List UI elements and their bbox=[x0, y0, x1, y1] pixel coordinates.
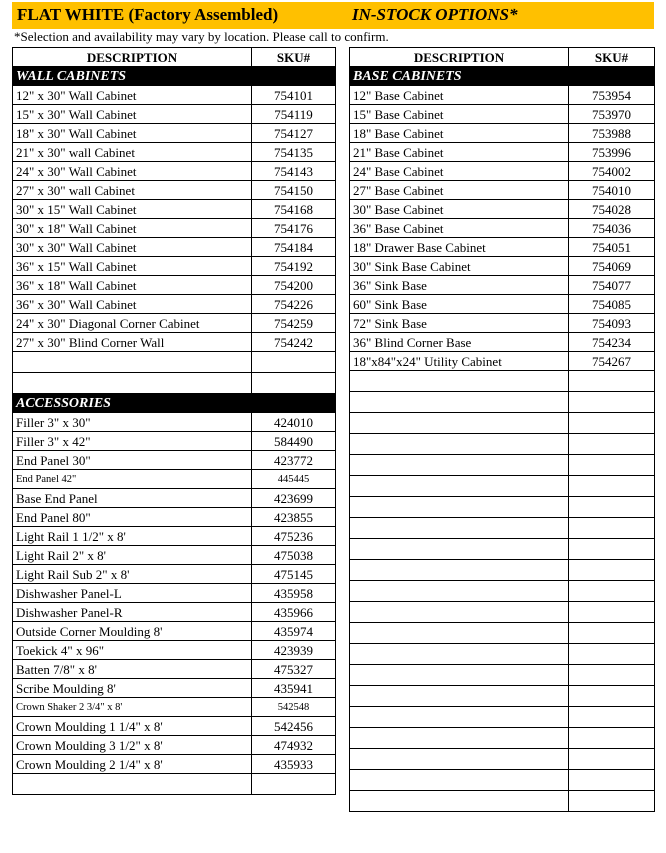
table-row bbox=[13, 276, 336, 295]
item-description: 36" x 15" Wall Cabinet bbox=[13, 257, 252, 276]
item-sku: 753954 bbox=[569, 86, 655, 105]
table-row bbox=[350, 295, 655, 314]
item-description: Filler 3" x 30" bbox=[13, 413, 252, 432]
empty-cell bbox=[569, 497, 655, 518]
item-description: 18" Base Cabinet bbox=[350, 124, 569, 143]
item-sku: 754093 bbox=[569, 314, 655, 333]
empty-row bbox=[350, 644, 655, 665]
empty-row bbox=[350, 749, 655, 770]
table-row bbox=[13, 584, 336, 603]
item-sku: 754143 bbox=[252, 162, 336, 181]
empty-cell bbox=[252, 352, 336, 373]
item-sku: 754036 bbox=[569, 219, 655, 238]
empty-cell bbox=[569, 518, 655, 539]
wall-cabinets-section bbox=[13, 67, 336, 86]
item-description: 36" x 30" Wall Cabinet bbox=[13, 295, 252, 314]
item-sku: 475236 bbox=[252, 527, 336, 546]
item-description: Base End Panel bbox=[13, 489, 252, 508]
empty-row bbox=[350, 434, 655, 455]
item-description: 18" Drawer Base Cabinet bbox=[350, 238, 569, 257]
item-sku: 435941 bbox=[252, 679, 336, 698]
table-row bbox=[350, 257, 655, 276]
item-sku: 754101 bbox=[252, 86, 336, 105]
item-sku: 435966 bbox=[252, 603, 336, 622]
empty-row bbox=[350, 455, 655, 476]
table-row bbox=[13, 257, 336, 276]
sku-header: SKU# bbox=[569, 48, 655, 67]
empty-cell bbox=[350, 560, 569, 581]
empty-row bbox=[350, 770, 655, 791]
table-row bbox=[350, 143, 655, 162]
item-description: End Panel 30" bbox=[13, 451, 252, 470]
item-description: 18" x 30" Wall Cabinet bbox=[13, 124, 252, 143]
availability-note: *Selection and availability may vary by location. Please call to confirm. bbox=[14, 29, 389, 44]
item-sku: 753988 bbox=[569, 124, 655, 143]
empty-cell bbox=[350, 434, 569, 455]
empty-cell bbox=[13, 774, 252, 795]
right-table bbox=[349, 47, 655, 812]
left-table bbox=[12, 47, 336, 795]
item-description: End Panel 42" bbox=[13, 470, 252, 489]
empty-row bbox=[350, 518, 655, 539]
item-description: 12" Base Cabinet bbox=[350, 86, 569, 105]
item-description: Batten 7/8" x 8' bbox=[13, 660, 252, 679]
item-sku: 754119 bbox=[252, 105, 336, 124]
table-row bbox=[13, 489, 336, 508]
table-row bbox=[13, 717, 336, 736]
table-row bbox=[350, 86, 655, 105]
empty-row bbox=[350, 476, 655, 497]
item-sku: 754234 bbox=[569, 333, 655, 352]
item-sku: 423939 bbox=[252, 641, 336, 660]
item-description: 30" x 15" Wall Cabinet bbox=[13, 200, 252, 219]
empty-cell bbox=[350, 749, 569, 770]
item-description: 27" x 30" Blind Corner Wall bbox=[13, 333, 252, 352]
table-row bbox=[350, 352, 655, 371]
item-description: End Panel 80" bbox=[13, 508, 252, 527]
empty-row bbox=[13, 373, 336, 394]
table-row bbox=[13, 679, 336, 698]
table-row bbox=[350, 314, 655, 333]
empty-cell bbox=[569, 665, 655, 686]
item-sku: 754242 bbox=[252, 333, 336, 352]
empty-cell bbox=[569, 728, 655, 749]
empty-cell bbox=[569, 602, 655, 623]
item-description: 12" x 30" Wall Cabinet bbox=[13, 86, 252, 105]
item-description: Crown Moulding 2 1/4" x 8' bbox=[13, 755, 252, 774]
empty-cell bbox=[569, 476, 655, 497]
table-row bbox=[350, 219, 655, 238]
empty-row bbox=[350, 791, 655, 812]
table-row bbox=[13, 143, 336, 162]
empty-cell bbox=[569, 413, 655, 434]
item-description: Crown Shaker 2 3/4" x 8' bbox=[13, 698, 252, 717]
table-row bbox=[13, 314, 336, 333]
table-row bbox=[13, 546, 336, 565]
item-description: Light Rail 2" x 8' bbox=[13, 546, 252, 565]
empty-cell bbox=[13, 352, 252, 373]
table-row bbox=[13, 238, 336, 257]
item-sku: 754077 bbox=[569, 276, 655, 295]
item-description: 21" x 30" wall Cabinet bbox=[13, 143, 252, 162]
empty-cell bbox=[569, 455, 655, 476]
empty-cell bbox=[569, 686, 655, 707]
table-row bbox=[13, 162, 336, 181]
item-description: 24" x 30" Wall Cabinet bbox=[13, 162, 252, 181]
table-row bbox=[13, 565, 336, 584]
table-row bbox=[13, 622, 336, 641]
item-sku: 475327 bbox=[252, 660, 336, 679]
item-sku: 754192 bbox=[252, 257, 336, 276]
item-description: Scribe Moulding 8' bbox=[13, 679, 252, 698]
item-sku: 754259 bbox=[252, 314, 336, 333]
empty-cell bbox=[350, 497, 569, 518]
item-description: Light Rail 1 1/2" x 8' bbox=[13, 527, 252, 546]
empty-cell bbox=[350, 581, 569, 602]
item-description: 36" Sink Base bbox=[350, 276, 569, 295]
sku-header: SKU# bbox=[252, 48, 336, 67]
item-sku: 754184 bbox=[252, 238, 336, 257]
item-sku: 475038 bbox=[252, 546, 336, 565]
empty-cell bbox=[569, 749, 655, 770]
empty-row bbox=[350, 392, 655, 413]
table-row bbox=[13, 451, 336, 470]
table-row bbox=[13, 527, 336, 546]
item-sku: 435958 bbox=[252, 584, 336, 603]
empty-cell bbox=[350, 728, 569, 749]
item-sku: 445445 bbox=[252, 470, 336, 489]
item-description: 24" Base Cabinet bbox=[350, 162, 569, 181]
empty-row bbox=[350, 623, 655, 644]
empty-row bbox=[350, 413, 655, 434]
empty-cell bbox=[13, 373, 252, 394]
table-row bbox=[350, 124, 655, 143]
empty-row bbox=[13, 352, 336, 373]
empty-cell bbox=[350, 413, 569, 434]
empty-cell bbox=[350, 791, 569, 812]
table-row bbox=[350, 276, 655, 295]
title-banner bbox=[12, 2, 654, 29]
empty-cell bbox=[350, 665, 569, 686]
empty-row bbox=[350, 707, 655, 728]
accessories-section bbox=[13, 394, 336, 413]
header-row bbox=[350, 48, 655, 67]
item-description: 36" Base Cabinet bbox=[350, 219, 569, 238]
description-header: DESCRIPTION bbox=[13, 48, 252, 67]
header-row bbox=[13, 48, 336, 67]
page-title: FLAT WHITE (Factory Assembled) bbox=[17, 5, 279, 24]
empty-cell bbox=[350, 602, 569, 623]
item-description: 30" Base Cabinet bbox=[350, 200, 569, 219]
empty-cell bbox=[350, 518, 569, 539]
item-sku: 754051 bbox=[569, 238, 655, 257]
empty-cell bbox=[350, 455, 569, 476]
item-sku: 754127 bbox=[252, 124, 336, 143]
description-header: DESCRIPTION bbox=[350, 48, 569, 67]
item-description: 18"x84"x24" Utility Cabinet bbox=[350, 352, 569, 371]
empty-cell bbox=[569, 770, 655, 791]
empty-cell bbox=[350, 476, 569, 497]
item-description: 21" Base Cabinet bbox=[350, 143, 569, 162]
table-row bbox=[13, 736, 336, 755]
item-sku: 423699 bbox=[252, 489, 336, 508]
empty-cell bbox=[569, 371, 655, 392]
empty-row bbox=[350, 581, 655, 602]
item-description: 30" Sink Base Cabinet bbox=[350, 257, 569, 276]
table-row bbox=[13, 698, 336, 717]
item-description: Filler 3" x 42" bbox=[13, 432, 252, 451]
empty-cell bbox=[569, 623, 655, 644]
item-description: 30" x 30" Wall Cabinet bbox=[13, 238, 252, 257]
empty-cell bbox=[569, 560, 655, 581]
empty-cell bbox=[569, 791, 655, 812]
item-description: 60" Sink Base bbox=[350, 295, 569, 314]
empty-cell bbox=[569, 707, 655, 728]
wall-cabinets-section-title: WALL CABINETS bbox=[13, 67, 336, 86]
page-subtitle: IN-STOCK OPTIONS* bbox=[352, 5, 518, 24]
empty-cell bbox=[350, 770, 569, 791]
item-description: 27" x 30" wall Cabinet bbox=[13, 181, 252, 200]
item-sku: 584490 bbox=[252, 432, 336, 451]
empty-cell bbox=[350, 371, 569, 392]
empty-cell bbox=[252, 774, 336, 795]
table-row bbox=[13, 508, 336, 527]
item-sku: 423855 bbox=[252, 508, 336, 527]
item-description: Dishwasher Panel-L bbox=[13, 584, 252, 603]
base-cabinets-section bbox=[350, 67, 655, 86]
item-sku: 754028 bbox=[569, 200, 655, 219]
empty-row bbox=[350, 371, 655, 392]
empty-cell bbox=[569, 434, 655, 455]
item-sku: 754267 bbox=[569, 352, 655, 371]
empty-row bbox=[13, 774, 336, 795]
item-description: Dishwasher Panel-R bbox=[13, 603, 252, 622]
empty-cell bbox=[252, 373, 336, 394]
empty-row bbox=[350, 560, 655, 581]
item-sku: 435974 bbox=[252, 622, 336, 641]
item-description: 30" x 18" Wall Cabinet bbox=[13, 219, 252, 238]
item-sku: 424010 bbox=[252, 413, 336, 432]
item-description: 24" x 30" Diagonal Corner Cabinet bbox=[13, 314, 252, 333]
item-description: 72" Sink Base bbox=[350, 314, 569, 333]
item-description: Toekick 4" x 96" bbox=[13, 641, 252, 660]
item-sku: 423772 bbox=[252, 451, 336, 470]
item-description: 15" Base Cabinet bbox=[350, 105, 569, 124]
table-row bbox=[13, 660, 336, 679]
table-row bbox=[13, 755, 336, 774]
item-sku: 435933 bbox=[252, 755, 336, 774]
item-sku: 754176 bbox=[252, 219, 336, 238]
item-description: Light Rail Sub 2" x 8' bbox=[13, 565, 252, 584]
item-sku: 754002 bbox=[569, 162, 655, 181]
empty-cell bbox=[569, 539, 655, 560]
table-row bbox=[13, 295, 336, 314]
table-row bbox=[13, 181, 336, 200]
table-row bbox=[13, 105, 336, 124]
item-sku: 754085 bbox=[569, 295, 655, 314]
item-sku: 753970 bbox=[569, 105, 655, 124]
item-sku: 754150 bbox=[252, 181, 336, 200]
table-row bbox=[350, 105, 655, 124]
item-sku: 754200 bbox=[252, 276, 336, 295]
item-sku: 753996 bbox=[569, 143, 655, 162]
item-description: 36" x 18" Wall Cabinet bbox=[13, 276, 252, 295]
table-row bbox=[350, 333, 655, 352]
table-row bbox=[350, 200, 655, 219]
table-row bbox=[13, 219, 336, 238]
item-description: Outside Corner Moulding 8' bbox=[13, 622, 252, 641]
empty-row bbox=[350, 728, 655, 749]
table-row bbox=[13, 86, 336, 105]
base-cabinets-section-title: BASE CABINETS bbox=[350, 67, 655, 86]
empty-cell bbox=[569, 644, 655, 665]
empty-row bbox=[350, 665, 655, 686]
table-row bbox=[13, 470, 336, 489]
empty-row bbox=[350, 602, 655, 623]
item-sku: 754010 bbox=[569, 181, 655, 200]
empty-row bbox=[350, 539, 655, 560]
table-row bbox=[13, 200, 336, 219]
item-sku: 754168 bbox=[252, 200, 336, 219]
table-row bbox=[13, 432, 336, 451]
table-row bbox=[350, 238, 655, 257]
item-sku: 542456 bbox=[252, 717, 336, 736]
table-row bbox=[13, 333, 336, 352]
empty-cell bbox=[569, 581, 655, 602]
item-sku: 474932 bbox=[252, 736, 336, 755]
item-sku: 754135 bbox=[252, 143, 336, 162]
empty-cell bbox=[350, 623, 569, 644]
empty-cell bbox=[569, 392, 655, 413]
empty-cell bbox=[350, 644, 569, 665]
item-sku: 754226 bbox=[252, 295, 336, 314]
item-sku: 754069 bbox=[569, 257, 655, 276]
item-sku: 542548 bbox=[252, 698, 336, 717]
item-description: Crown Moulding 1 1/4" x 8' bbox=[13, 717, 252, 736]
empty-row bbox=[350, 497, 655, 518]
empty-cell bbox=[350, 686, 569, 707]
accessories-section-title: ACCESSORIES bbox=[13, 394, 336, 413]
empty-cell bbox=[350, 707, 569, 728]
empty-cell bbox=[350, 539, 569, 560]
table-row bbox=[13, 603, 336, 622]
empty-cell bbox=[350, 392, 569, 413]
empty-row bbox=[350, 686, 655, 707]
table-row bbox=[13, 124, 336, 143]
table-row bbox=[350, 181, 655, 200]
item-description: 27" Base Cabinet bbox=[350, 181, 569, 200]
item-description: Crown Moulding 3 1/2" x 8' bbox=[13, 736, 252, 755]
item-sku: 475145 bbox=[252, 565, 336, 584]
item-description: 15" x 30" Wall Cabinet bbox=[13, 105, 252, 124]
table-row bbox=[13, 413, 336, 432]
table-row bbox=[350, 162, 655, 181]
item-description: 36" Blind Corner Base bbox=[350, 333, 569, 352]
table-row bbox=[13, 641, 336, 660]
